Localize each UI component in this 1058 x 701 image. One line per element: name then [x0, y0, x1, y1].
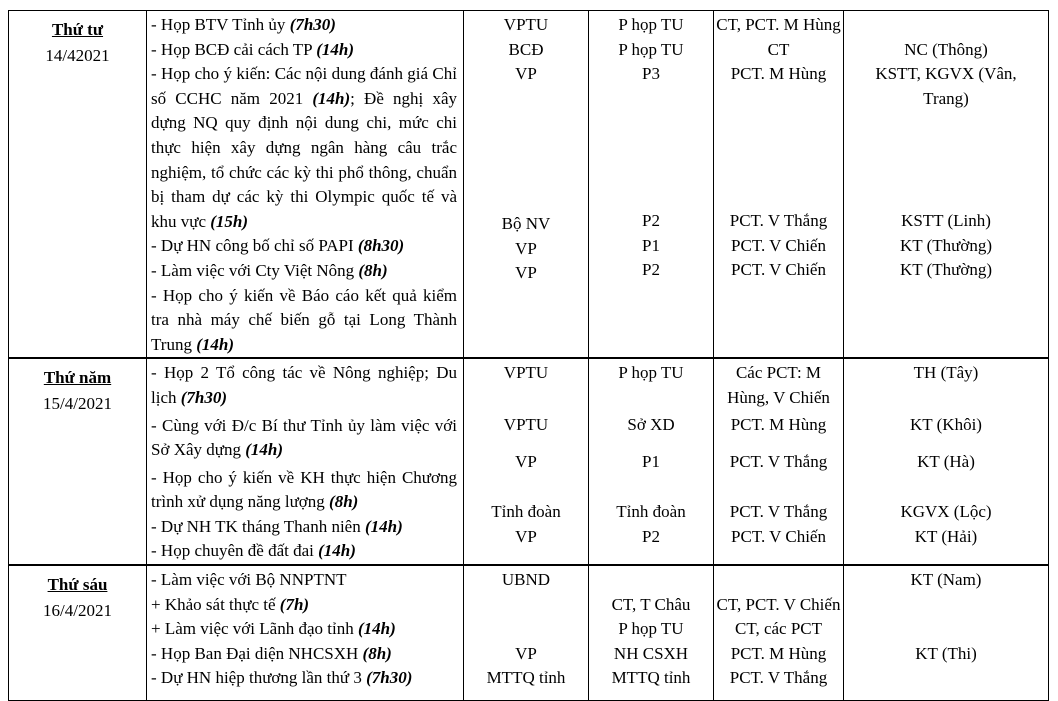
leader-value: PCT. M Hùng	[730, 64, 827, 84]
day-row-thursday	[9, 358, 1049, 565]
place-value	[589, 568, 713, 593]
place-value: P họp TU	[618, 363, 684, 383]
unit-value: VPTU	[503, 15, 549, 34]
list-item: - Dự HN hiệp thương lần thứ 3 (7h30)	[151, 668, 413, 688]
unit-value: VP	[515, 263, 537, 283]
leader-value: PCT. V Thắng	[729, 452, 828, 472]
list-item: - Họp cho ý kiến về Báo cáo kết quả kiểm tra nhà máy chế biến gỗ tại Long Thành Trung (14h)	[151, 285, 457, 354]
list-item: - Làm việc với Cty Việt Nông (8h)	[151, 260, 388, 280]
day-name: Thứ sáu	[47, 575, 108, 595]
leader-value: PCT. V Chiến	[731, 526, 826, 546]
prep-value: KT (Thường)	[899, 260, 992, 280]
list-item: - Họp Ban Đại diện NHCSXH (8h)	[151, 643, 392, 663]
place-cell	[589, 11, 714, 359]
leader-value: PCT. V Chiến	[731, 235, 826, 255]
unit-value: VP	[515, 526, 537, 546]
prep-value	[844, 13, 1048, 38]
content-cell	[147, 11, 464, 359]
unit-value: MTTQ tỉnh	[486, 668, 566, 688]
unit-value: Tỉnh đoàn	[491, 502, 561, 522]
place-cell	[589, 358, 714, 565]
leader-value: PCT. M Hùng	[730, 415, 827, 435]
list-item: + Làm việc với Lãnh đạo tỉnh (14h)	[151, 619, 396, 639]
place-value: NH CSXH	[613, 643, 689, 663]
leader-value: CT, các PCT	[734, 619, 823, 639]
leader-cell	[714, 358, 844, 565]
leader-value: CT	[767, 39, 790, 59]
prep-cell	[844, 11, 1049, 359]
list-item: + Khảo sát thực tế (7h)	[151, 594, 310, 614]
unit-value: VP	[515, 238, 537, 258]
unit-cell	[464, 358, 589, 565]
place-value: MTTQ tỉnh	[611, 668, 691, 688]
day-date: 14/42021	[45, 46, 110, 65]
content-cell	[147, 565, 464, 701]
prep-value: KSTT, KGVX (Vân, Trang)	[875, 64, 1017, 108]
prep-value: KT (Hà)	[917, 452, 975, 472]
leader-value: PCT. V Thắng	[729, 668, 828, 688]
unit-value: UBND	[501, 570, 551, 590]
leader-cell	[714, 565, 844, 701]
unit-value: VP	[515, 64, 537, 84]
place-value: CT, T Châu	[611, 594, 691, 614]
unit-cell	[464, 11, 589, 359]
leader-value: PCT. V Thắng	[729, 211, 828, 231]
leader-value: PCT. V Thắng	[729, 502, 828, 522]
unit-cell	[464, 565, 589, 701]
day-row-wednesday	[9, 11, 1049, 359]
unit-value: BCĐ	[508, 39, 544, 59]
prep-value	[844, 593, 1048, 618]
unit-value	[464, 593, 588, 618]
place-value: P2	[642, 211, 660, 231]
day-date: 16/4/2021	[43, 601, 112, 621]
list-item: - Họp BTV Tỉnh ủy (7h30)	[151, 15, 336, 34]
leader-value: PCT. V Chiến	[731, 260, 826, 280]
place-value: P3	[642, 64, 660, 84]
leader-value: PCT. M Hùng	[730, 643, 827, 663]
place-value: P2	[642, 260, 660, 280]
unit-value	[464, 617, 588, 642]
list-item: - Họp cho ý kiến: Các nội dung đánh giá Chỉ số CCHC năm 2021 (14h); Đề nghị xây dựng NQ quy định nội dung chi, mức chi thực hiện xây dựng ngân hàng câu trắc nghiệm, tổ chức các kỳ thi phổ thông, chuẩn bị tham dự các kỳ thi Olympic quốc tế và khu vực (15h)	[151, 64, 457, 231]
schedule-table	[8, 10, 1049, 701]
place-value: P1	[642, 452, 660, 472]
leader-value: CT, PCT. M Hùng	[716, 15, 841, 34]
prep-value: KGVX (Lộc)	[900, 502, 992, 522]
prep-value: KSTT (Linh)	[901, 211, 991, 231]
place-cell	[589, 565, 714, 701]
leader-cell	[714, 11, 844, 359]
day-cell	[9, 358, 147, 565]
list-item: - Cùng với Đ/c Bí thư Tỉnh ủy làm việc với Sở Xây dựng (14h)	[151, 415, 457, 460]
prep-value: KT (Thi)	[915, 643, 977, 663]
prep-value	[844, 617, 1048, 642]
prep-cell	[844, 565, 1049, 701]
unit-value: VPTU	[503, 363, 549, 383]
place-value: P1	[642, 235, 660, 255]
prep-value: NC (Thông)	[904, 39, 988, 59]
unit-value: VPTU	[503, 415, 549, 435]
prep-value: KT (Hải)	[914, 526, 978, 546]
day-cell	[9, 11, 147, 359]
place-value: P họp TU	[618, 619, 684, 639]
list-item: - Dự NH TK tháng Thanh niên (14h)	[151, 516, 403, 536]
leader-value: CT, PCT. V Chiến	[716, 594, 841, 614]
unit-value: VP	[515, 452, 537, 472]
list-item: - Họp cho ý kiến về KH thực hiện Chương trình xử dụng năng lượng (8h)	[151, 467, 457, 512]
leader-value	[714, 568, 843, 593]
prep-value: KT (Khôi)	[910, 415, 982, 435]
list-item: - Họp 2 Tổ công tác về Nông nghiệp; Du lịch (7h30)	[151, 363, 457, 407]
place-value: Tỉnh đoàn	[616, 502, 686, 522]
place-value: Sở XD	[627, 415, 675, 435]
unit-value: Bộ NV	[501, 214, 551, 234]
unit-value: VP	[515, 643, 537, 663]
leader-value: Các PCT: M Hùng, V Chiến	[727, 363, 830, 407]
content-cell	[147, 358, 464, 565]
day-cell	[9, 565, 147, 701]
prep-value: KT (Nam)	[910, 570, 982, 590]
list-item: - Họp BCĐ cải cách TP (14h)	[151, 39, 355, 59]
prep-cell	[844, 358, 1049, 565]
place-value: P họp TU	[618, 15, 684, 34]
day-name: Thứ năm	[43, 368, 112, 388]
list-item: - Họp chuyên đề đất đai (14h)	[151, 541, 356, 561]
prep-value: KT (Thường)	[899, 235, 992, 255]
day-date: 15/4/2021	[43, 394, 112, 414]
list-item: - Làm việc với Bộ NNPTNT	[151, 570, 347, 590]
prep-value: TH (Tây)	[913, 363, 979, 383]
day-row-friday	[9, 565, 1049, 701]
place-value: P họp TU	[618, 39, 684, 59]
day-name: Thứ tư	[51, 20, 104, 39]
list-item: - Dự HN công bố chỉ số PAPI (8h30)	[151, 236, 405, 256]
place-value: P2	[642, 526, 660, 546]
